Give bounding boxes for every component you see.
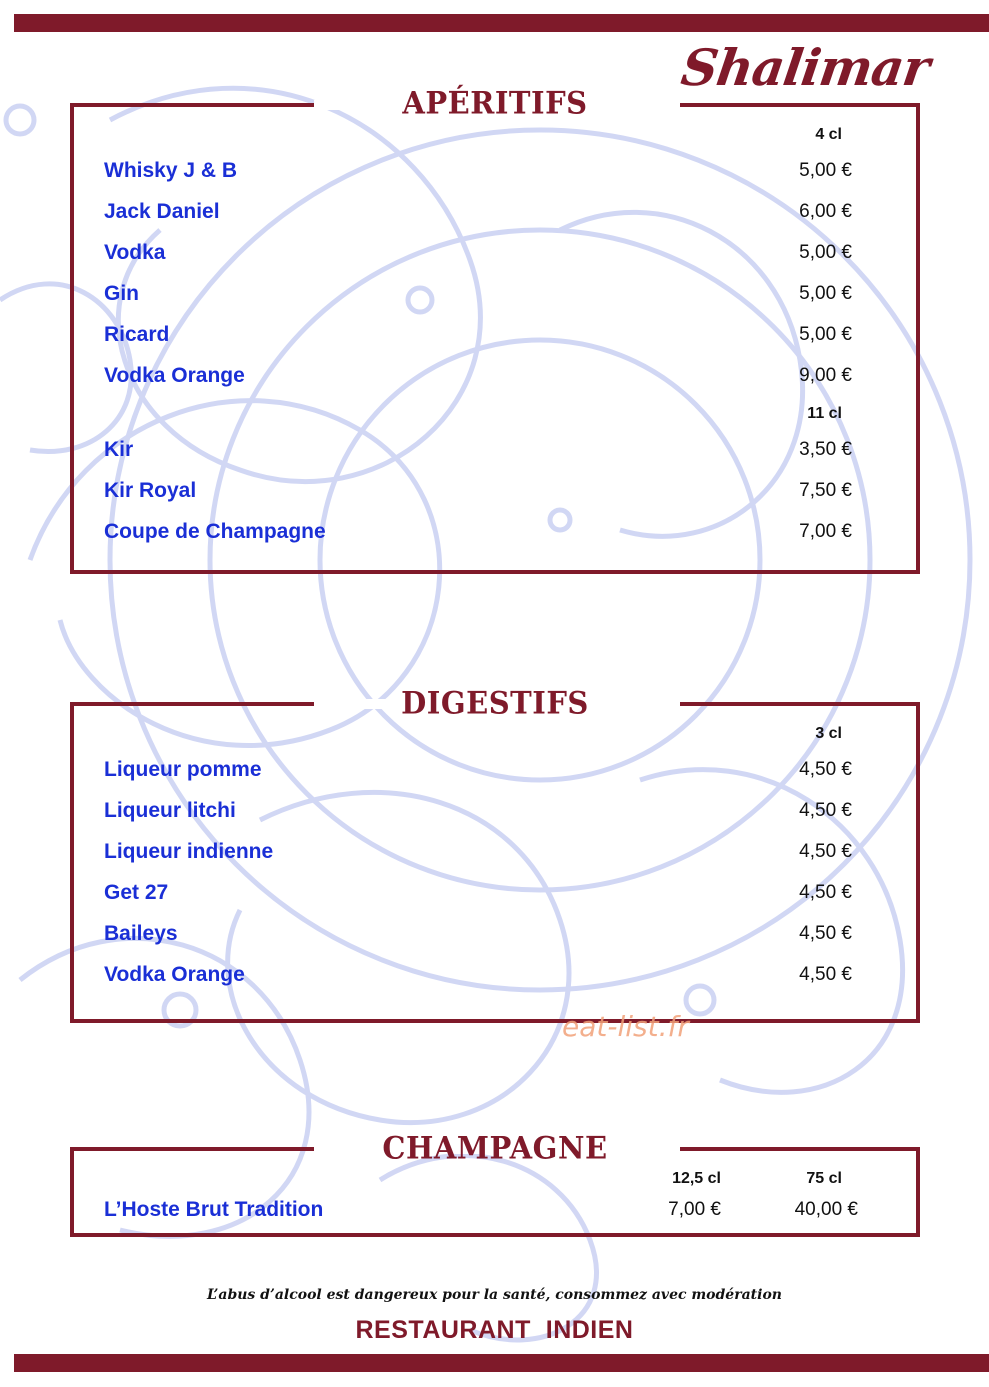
aperitifs-size-label-4cl: 4 cl: [815, 126, 842, 143]
item-price: 4,50 €: [799, 800, 852, 821]
item-name: Gin: [104, 282, 139, 305]
item-price: 5,00 €: [799, 242, 852, 263]
brand-logo: Shalimar: [677, 38, 933, 97]
item-name: Liqueur litchi: [104, 799, 236, 822]
item-name: Vodka: [104, 241, 166, 264]
item-name: Whisky J & B: [104, 159, 238, 182]
item-price: 7,50 €: [799, 480, 852, 501]
menu-row: [74, 1198, 916, 1230]
item-name: Baileys: [104, 922, 178, 945]
menu-row: [74, 840, 916, 872]
menu-row: [74, 323, 916, 355]
section-title-aperitifs: APÉRITIFS: [402, 85, 588, 121]
item-price: 6,00 €: [799, 201, 852, 222]
champagne-size-label-small: 12,5 cl: [672, 1170, 721, 1187]
section-title-digestifs: DIGESTIFS: [401, 685, 589, 721]
item-name: Vodka Orange: [104, 364, 245, 387]
item-price: 7,00 €: [799, 521, 852, 542]
menu-row: [74, 364, 916, 396]
aperitifs-section: [70, 103, 920, 574]
bottom-decor-band: [14, 1354, 989, 1372]
item-price: 5,00 €: [799, 324, 852, 345]
menu-row: [74, 200, 916, 232]
menu-row: [74, 479, 916, 511]
menu-row: [74, 241, 916, 273]
aperitifs-size-label-11cl: 11 cl: [807, 405, 842, 422]
menu-row: [74, 438, 916, 470]
item-price: 9,00 €: [799, 365, 852, 386]
digestifs-size-label: 3 cl: [815, 725, 842, 742]
champagne-size-label-large: 75 cl: [806, 1170, 842, 1187]
item-price-large: 40,00 €: [794, 1199, 858, 1220]
menu-row: [74, 963, 916, 995]
item-name: Get 27: [104, 881, 169, 904]
item-price: 4,50 €: [799, 882, 852, 903]
menu-row: [74, 758, 916, 790]
item-price-small: 7,00 €: [668, 1199, 721, 1220]
item-name: Jack Daniel: [104, 200, 220, 223]
item-name: Kir Royal: [104, 479, 197, 502]
menu-row: [74, 922, 916, 954]
item-price: 4,50 €: [799, 923, 852, 944]
item-name: Kir: [104, 438, 134, 461]
menu-row: [74, 799, 916, 831]
watermark: eat-list.fr: [562, 1010, 689, 1043]
item-name: Liqueur indienne: [104, 840, 274, 863]
restaurant-type: RESTAURANT INDIEN: [355, 1316, 634, 1344]
menu-row: [74, 159, 916, 191]
item-price: 3,50 €: [799, 439, 852, 460]
top-decor-band: [14, 14, 989, 32]
item-name: Coupe de Champagne: [104, 520, 326, 543]
item-name: Liqueur pomme: [104, 758, 262, 781]
item-name: L’Hoste Brut Tradition: [104, 1198, 324, 1221]
item-price: 5,00 €: [799, 283, 852, 304]
item-name: Ricard: [104, 323, 170, 346]
item-price: 4,50 €: [799, 759, 852, 780]
item-price: 5,00 €: [799, 160, 852, 181]
digestifs-section: [70, 702, 920, 1023]
menu-row: [74, 520, 916, 552]
item-price: 4,50 €: [799, 841, 852, 862]
item-name: Vodka Orange: [104, 963, 245, 986]
section-title-champagne: CHAMPAGNE: [382, 1130, 608, 1166]
menu-row: [74, 282, 916, 314]
menu-row: [74, 881, 916, 913]
item-price: 4,50 €: [799, 964, 852, 985]
alcohol-disclaimer: L’abus d’alcool est dangereux pour la santé, consommez avec modération: [207, 1287, 782, 1303]
